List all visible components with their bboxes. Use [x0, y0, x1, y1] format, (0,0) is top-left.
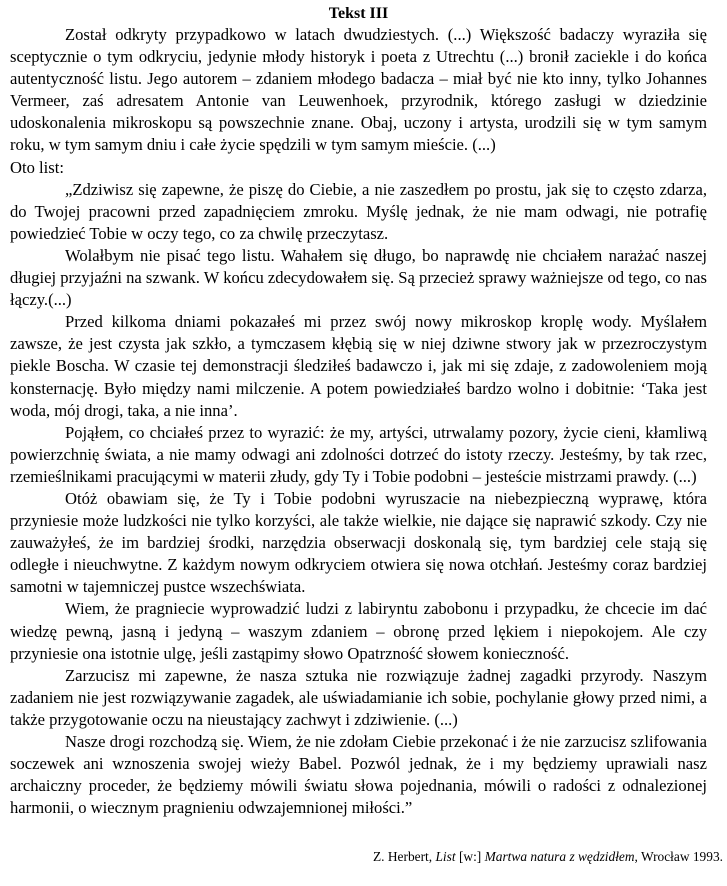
- letter-paragraph-3: Przed kilkoma dniami pokazałeś mi przez swój nowy mikroskop kroplę wody. Myślałem zawsze, że jest czysta jak szkło, a tymczasem kłębią się w niej dziwne stwory jak w przezroczystym piekle Boscha. W czasie tej demonstracji śledziłeś badawczo i, jak mi się zdaje, z zadowoleniem moją konsternację. Było między nami milczenie. A potem powiedziałeś bardzo wolno i dobitnie: ‘Taka jest woda, mój drogi, taka, a nie inna’.: [10, 312, 707, 420]
- source-work: List: [435, 849, 456, 864]
- source-citation: [373, 848, 723, 866]
- letter-paragraph-5: Otóż obawiam się, że Ty i Tobie podobni wyruszacie na niebezpieczną wyprawę, która przyniesie może ludzkości nie tylko korzyści, ale także wielkie, nie dające się naprawić szkody. Czy nie zauważyłeś, że im bardziej środki, narzędzia obserwacji doskonalą się, tym bardziej cele stają się odległe i nieuchwytne. Z każdym nowym odkryciem otwiera się nowa otchłań. Jesteśmy coraz bardziej samotni w tajemniczej pustce wszechświata.: [10, 488, 707, 597]
- source-in-label: [w:]: [458, 849, 482, 864]
- document-page: [10, 4, 707, 819]
- letter-paragraph-4: Pojąłem, co chciałeś przez to wyrazić: że my, artyści, utrwalamy pozory, życie cieni, kłamliwą powierzchnię świata, a nie mamy odwagi ani zdolności dotrzeć do istoty rzeczy. Jesteśmy, by tak rzec, rzemieślnikami pracującymi w materii złudy, gdy Ty i Tobie podobni – jesteście mistrzami prawdy. (...): [10, 422, 707, 486]
- letter-paragraph-1: „Zdziwisz się zapewne, że piszę do Ciebie, a nie zaszedłem po prostu, jak się to często zdarza, do Twojej pracowni przed zapadnięciem zmroku. Myślę jednak, że nie mam odwagi, nie potrafię powiedzieć Tobie w oczy tego, co za chwilę przeczytasz.: [10, 179, 707, 243]
- letter-paragraph-6: Wiem, że pragniecie wyprowadzić ludzi z labiryntu zabobonu i przypadku, że chcecie im dać wiedzę pewną, jasną i jedyną – waszym zdaniem – obronę przed lękiem i niepokojem. Ale czy przyniesie ona istotnie ulgę, jeśli zastąpimy słowo Opatrzność słowem konieczność.: [10, 599, 707, 663]
- source-place-year: , Wrocław 1993.: [634, 849, 723, 864]
- intro-paragraph: Został odkryty przypadkowo w latach dwudziestych. (...) Większość badaczy wyraziła się sceptycznie o tym odkryciu, jedynie młody historyk i poeta z Utrechtu (...) bronił zaciekle i do końca autentyczność listu. Jego autorem – zdaniem młodego badacza – miał być nie kto inny, tylko Johannes Vermeer, zaś adresatem Antonie van Leuwenhoek, przyrodnik, którego zasługi w dziedzinie udoskonalenia mikroskopu są powszechnie znane. Obaj, uczony i artysta, urodzili się w tym samym roku, w tym samym dniu i całe życie spędzili w tym samym mieście. (...): [10, 25, 707, 155]
- letter-paragraph-2: Wolałbym nie pisać tego listu. Wahałem się długo, bo naprawdę nie chciałem narażać naszej długiej przyjaźni na szwank. W końcu zdecydowałem się. Są przecież sprawy ważniejsze od tego, co nas łączy.(...): [10, 245, 707, 310]
- letter-paragraph-8: Nasze drogi rozchodzą się. Wiem, że nie zdołam Ciebie przekonać i że nie zarzucisz szlifowania soczewek ani wznoszenia swojej wieży Babel. Pozwól jednak, że i my będziemy uprawiali nasz archaiczny proceder, że będziemy mówili światu słowa pojednania, mówili o radości z odnalezionej harmonii, o wiecznym pragnieniu odwzajemnionej miłości.”: [10, 732, 707, 818]
- source-book: Martwa natura z wędzidłem: [484, 849, 635, 864]
- document-title: Tekst III: [328, 5, 389, 22]
- source-author: Z. Herbert,: [373, 849, 433, 864]
- letter-label: Oto list:: [10, 157, 64, 177]
- letter-paragraph-7: Zarzucisz mi zapewne, że nasza sztuka nie rozwiązuje żadnej zagadki przyrody. Naszym zadaniem nie jest rozwiązywanie zagadek, ale uświadamianie ich sobie, pochylanie głowy przed nimi, a także przygotowanie oczu na nieustający zachwyt i zdziwienie. (...): [10, 665, 707, 729]
